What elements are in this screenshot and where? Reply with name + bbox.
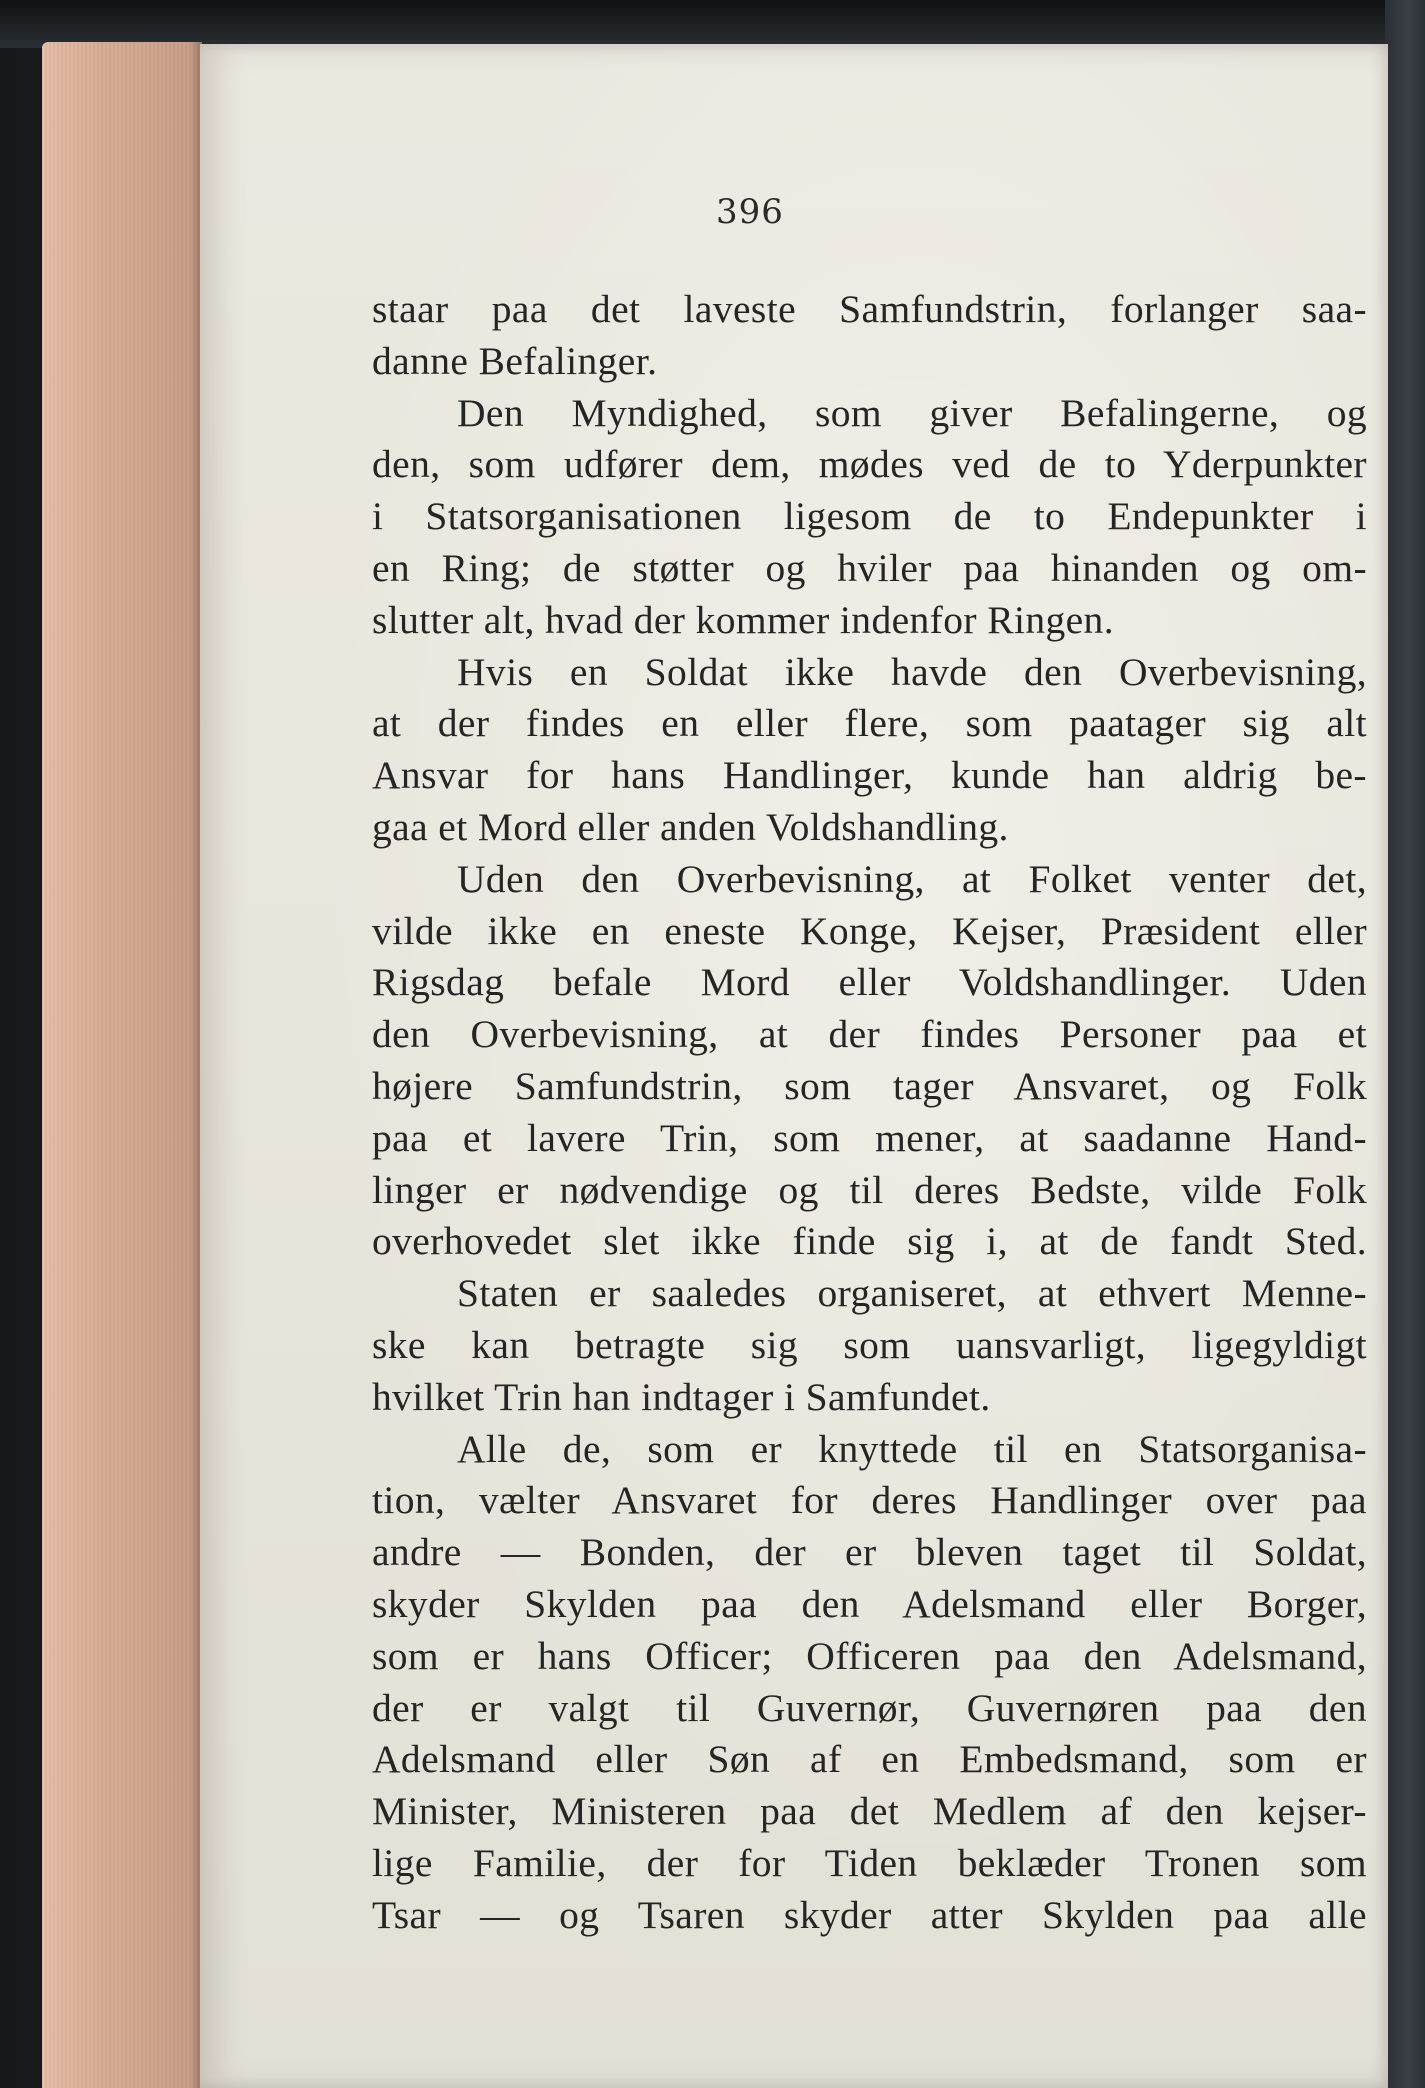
text-line: staar paa det laveste Samfundstrin, forlanger saa- (372, 287, 1367, 331)
text-line: paa et lavere Trin, som mener, at saadanne Hand- (372, 1115, 1367, 1160)
text-line: at der findes en eller flere, som paatager sig alt (372, 701, 1367, 746)
text-line: den, som udfører dem, mødes ved de to Yderpunkter (372, 442, 1367, 487)
text-line: gaa et Mord eller anden Voldshandling. (372, 804, 1009, 849)
text-line: slutter alt, hvad der kommer indenfor Ringen. (372, 597, 1114, 642)
text-line: som er hans Officer; Officeren paa den Adelsmand, (372, 1633, 1367, 1678)
text-line: hvilket Trin han indtager i Samfundet. (372, 1374, 991, 1419)
page-number: 396 (716, 192, 784, 232)
text-line: linger er nødvendige og til deres Bedste, vilde Folk (372, 1167, 1367, 1212)
text-line: Rigsdag befale Mord eller Voldshandlinger. Uden (372, 960, 1367, 1005)
text-line: den Overbevisning, at der findes Personer paa et (372, 1012, 1367, 1057)
text-line: lige Familie, der for Tiden beklæder Tronen som (372, 1840, 1367, 1885)
text-line: Adelsmand eller Søn af en Embedsmand, som er (372, 1737, 1367, 1782)
text-line: tion, vælter Ansvaret for deres Handlinger over paa (372, 1478, 1367, 1523)
text-line: højere Samfundstrin, som tager Ansvaret, og Folk (372, 1063, 1367, 1108)
text-line: ske kan betragte sig som uansvarligt, ligegyldigt (372, 1322, 1367, 1367)
text-line: Alle de, som er knyttede til en Statsorganisa- (457, 1426, 1367, 1471)
text-line: Uden den Overbevisning, at Folket venter det, (457, 856, 1367, 901)
text-line: Staten er saaledes organiseret, at ethvert Menne- (457, 1271, 1367, 1316)
text-line: i Statsorganisationen ligesom de to Endepunkter i (372, 494, 1367, 539)
book-page (200, 44, 1388, 2088)
book-cover-top (0, 0, 1425, 48)
text-line: Den Myndighed, som giver Befalingerne, og (457, 390, 1367, 435)
text-line: en Ring; de støtter og hviler paa hinanden og om- (372, 545, 1367, 590)
text-line: overhovedet slet ikke finde sig i, at de fandt Sted. (372, 1219, 1367, 1264)
text-line: vilde ikke en eneste Konge, Kejser, Præsident eller (372, 908, 1367, 953)
text-line: Tsar — og Tsaren skyder atter Skylden paa alle (372, 1892, 1367, 1937)
text-line: Ansvar for hans Handlinger, kunde han aldrig be- (372, 753, 1367, 798)
page-edges (42, 42, 202, 2088)
text-line: skyder Skylden paa den Adelsmand eller Borger, (372, 1581, 1367, 1626)
text-line: der er valgt til Guvernør, Guvernøren paa den (372, 1685, 1367, 1730)
book-cover-right (1385, 0, 1425, 2088)
text-line: Minister, Ministeren paa det Medlem af den kejser- (372, 1789, 1367, 1834)
text-line: andre — Bonden, der er bleven taget til Soldat, (372, 1530, 1367, 1575)
text-line: danne Befalinger. (372, 338, 658, 383)
text-line: Hvis en Soldat ikke havde den Overbevisning, (457, 649, 1367, 694)
page-text (372, 284, 1367, 1942)
